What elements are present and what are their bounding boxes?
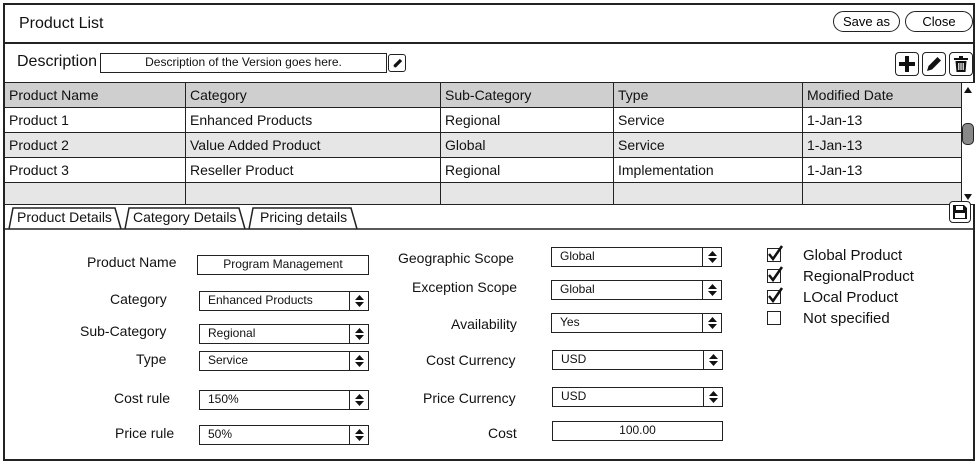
updown-arrows-icon[interactable] — [349, 391, 368, 409]
updown-arrows-icon[interactable] — [702, 314, 721, 332]
table-cell — [803, 183, 961, 204]
trash-icon — [952, 55, 970, 73]
tab-pricing-details[interactable]: Pricing details — [260, 209, 348, 225]
updown-arrows-icon[interactable] — [702, 248, 721, 266]
description-label: Description — [17, 53, 98, 70]
description-field[interactable]: Description of the Version goes here. — [100, 53, 387, 73]
cost-field[interactable]: 100.00 — [552, 421, 723, 441]
price-rule-select[interactable] — [199, 425, 369, 445]
availability-label: Availability — [451, 316, 517, 332]
sub-category-select[interactable] — [199, 324, 369, 344]
availability-select[interactable] — [551, 313, 722, 333]
pencil-icon — [391, 57, 404, 70]
sub-category-label: Sub-Category — [80, 323, 167, 339]
edit-button[interactable] — [922, 52, 946, 76]
table-header-row — [5, 83, 961, 108]
delete-button[interactable] — [949, 52, 973, 76]
price-currency-value: USD — [561, 389, 587, 403]
scroll-thumb[interactable] — [962, 123, 974, 145]
table-cell: Product 2 — [5, 133, 186, 157]
geographic-scope-label: Geographic Scope — [398, 250, 514, 266]
cost-currency-select[interactable] — [552, 350, 723, 370]
checkmark-icon — [767, 266, 784, 282]
product-list-window — [3, 3, 975, 461]
pencil-icon — [925, 55, 943, 73]
table-row[interactable] — [5, 133, 961, 158]
column-header[interactable]: Type — [614, 83, 803, 107]
table-cell: Product 3 — [5, 158, 186, 182]
category-value: Enhanced Products — [208, 293, 313, 307]
local-product-checkbox[interactable] — [767, 290, 781, 304]
table-cell: Regional — [441, 108, 614, 132]
table-cell: Service — [614, 108, 803, 132]
close-button[interactable]: Close — [905, 11, 973, 32]
tab-category-details[interactable]: Category Details — [133, 209, 237, 225]
exception-scope-select[interactable] — [551, 280, 722, 300]
local-product-label: LOcal Product — [803, 289, 899, 306]
window-title: Product List — [19, 15, 104, 32]
product-table — [5, 82, 961, 205]
updown-arrows-icon[interactable] — [349, 426, 368, 444]
category-label: Category — [110, 291, 167, 307]
edit-description-button[interactable] — [388, 54, 406, 72]
cost-currency-label: Cost Currency — [426, 352, 516, 368]
table-cell: Implementation — [614, 158, 803, 182]
scroll-up-arrow-icon[interactable] — [962, 85, 974, 95]
not-specified-label: Not specified — [803, 310, 890, 327]
table-cell: 1-Jan-13 — [807, 162, 863, 178]
table-cell: Service — [614, 133, 803, 157]
exception-scope-value: Global — [560, 282, 595, 296]
checkmark-icon — [767, 245, 784, 261]
regional-product-label: RegionalProduct — [803, 268, 914, 285]
sub-category-value: Regional — [208, 326, 256, 340]
table-row[interactable] — [5, 158, 961, 183]
table-cell — [186, 183, 441, 204]
geographic-scope-select[interactable] — [551, 247, 722, 267]
updown-arrows-icon[interactable] — [349, 325, 368, 343]
save-as-button[interactable]: Save as — [833, 11, 900, 32]
updown-arrows-icon[interactable] — [349, 352, 368, 370]
column-header[interactable]: Product Name — [5, 83, 186, 107]
type-label: Type — [136, 351, 167, 367]
updown-arrows-icon[interactable] — [349, 292, 368, 310]
global-product-checkbox[interactable] — [767, 248, 781, 262]
type-value: Service — [208, 353, 249, 367]
table-cell: 1-Jan-13 — [807, 112, 863, 128]
add-button[interactable] — [895, 52, 919, 76]
save-details-button[interactable] — [949, 201, 971, 223]
table-cell — [614, 183, 803, 204]
table-cell: Product 1 — [5, 108, 186, 132]
floppy-disk-icon — [952, 204, 968, 220]
table-cell: Value Added Product — [186, 133, 441, 157]
category-select[interactable] — [199, 291, 369, 311]
table-cell: Global — [441, 133, 614, 157]
updown-arrows-icon[interactable] — [703, 351, 722, 369]
table-scrollbar[interactable] — [961, 82, 975, 205]
table-cell: Regional — [441, 158, 614, 182]
not-specified-checkbox[interactable] — [767, 311, 781, 325]
updown-arrows-icon[interactable] — [703, 388, 722, 406]
table-cell — [5, 183, 186, 204]
availability-value: Yes — [560, 315, 580, 329]
column-header[interactable]: Modified Date — [807, 87, 894, 103]
product-name-field[interactable]: Program Management — [197, 255, 369, 275]
geographic-scope-value: Global — [560, 249, 595, 263]
column-header[interactable]: Sub-Category — [441, 83, 614, 107]
type-select[interactable] — [199, 351, 369, 371]
updown-arrows-icon[interactable] — [702, 281, 721, 299]
global-product-label: Global Product — [803, 247, 903, 264]
price-currency-select[interactable] — [552, 387, 723, 407]
table-row[interactable] — [5, 108, 961, 133]
price-rule-label: Price rule — [115, 425, 175, 441]
column-header[interactable]: Category — [186, 83, 441, 107]
cost-rule-value: 150% — [208, 392, 239, 406]
price-currency-label: Price Currency — [423, 390, 516, 406]
price-rule-value: 50% — [208, 427, 233, 441]
table-cell: Reseller Product — [186, 158, 441, 182]
cost-rule-label: Cost rule — [114, 390, 171, 406]
checkmark-icon — [767, 287, 784, 303]
cost-currency-value: USD — [561, 352, 587, 366]
title-divider — [5, 42, 973, 44]
regional-product-checkbox[interactable] — [767, 269, 781, 283]
tab-product-details[interactable]: Product Details — [17, 209, 112, 225]
cost-rule-select[interactable] — [199, 390, 369, 410]
plus-icon — [898, 55, 916, 73]
exception-scope-label: Exception Scope — [412, 279, 518, 295]
table-cell — [441, 183, 614, 204]
cost-label: Cost — [488, 425, 517, 441]
table-cell: Enhanced Products — [186, 108, 441, 132]
table-cell: 1-Jan-13 — [807, 137, 863, 153]
product-name-label: Product Name — [87, 254, 177, 270]
table-row[interactable] — [5, 183, 961, 204]
